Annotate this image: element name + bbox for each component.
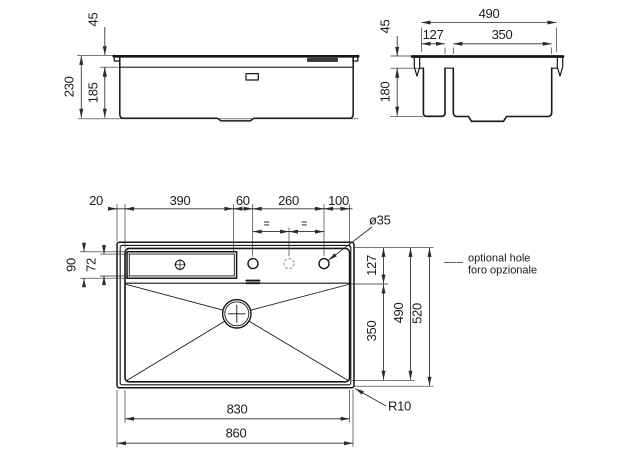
note-optional-hole-it: foro opzionale [468, 264, 538, 277]
plan-dim-490: 490 [391, 302, 406, 324]
side-channel [423, 68, 445, 116]
plan-dim-hole-diameter: ø35 [369, 212, 391, 228]
side-dimensions [378, 6, 557, 117]
plan-dimensions-right [351, 247, 538, 386]
faucet-hole-left [248, 259, 258, 269]
side-dim-490: 490 [478, 5, 500, 21]
front-dimensions [62, 13, 120, 118]
side-dim-350: 350 [491, 26, 513, 42]
faucet-hole-optional [284, 259, 294, 269]
plan-dimensions-left [64, 244, 129, 286]
plan-dim-20: 20 [89, 193, 103, 208]
plan-dim-r10: R10 [388, 398, 411, 414]
plan-dim-260: 260 [278, 193, 299, 208]
brand-mark [307, 58, 338, 62]
side-bowl [453, 68, 551, 121]
plan-dim-830: 830 [226, 401, 248, 417]
plan-dimensions-bottom [117, 389, 411, 448]
overflow-slot [246, 74, 258, 80]
front-outline [78, 55, 358, 121]
front-dim-230: 230 [61, 76, 77, 98]
side-dim-180: 180 [377, 81, 393, 103]
plan-dim-100: 100 [328, 193, 349, 208]
plan-dim-390: 390 [169, 193, 191, 208]
plan-dimensions-top [89, 193, 391, 260]
overflow-mark [247, 281, 260, 284]
note-optional-hole-en: optional hole [468, 252, 531, 265]
plan-dim-90: 90 [63, 258, 79, 272]
plan-dim-127: 127 [364, 255, 379, 276]
side-view [378, 6, 564, 122]
plan-dim-520: 520 [409, 303, 425, 324]
side-outline [412, 57, 563, 122]
equal-mark-right: = [301, 218, 307, 230]
plan-dim-350: 350 [364, 320, 379, 342]
front-dim-185: 185 [85, 82, 101, 104]
plan-dim-72: 72 [83, 258, 99, 272]
plan-outline [117, 242, 354, 387]
bowl-creases [126, 284, 349, 381]
plan-dim-860: 860 [225, 425, 247, 441]
plan-dim-60: 60 [235, 193, 250, 208]
side-dim-127: 127 [422, 26, 444, 42]
side-dim-45: 45 [377, 19, 393, 34]
equal-mark-left: = [263, 218, 270, 230]
front-dim-45: 45 [85, 12, 101, 27]
plan-view [64, 193, 538, 447]
faucet-hole-right [319, 259, 329, 269]
front-view [62, 13, 359, 121]
